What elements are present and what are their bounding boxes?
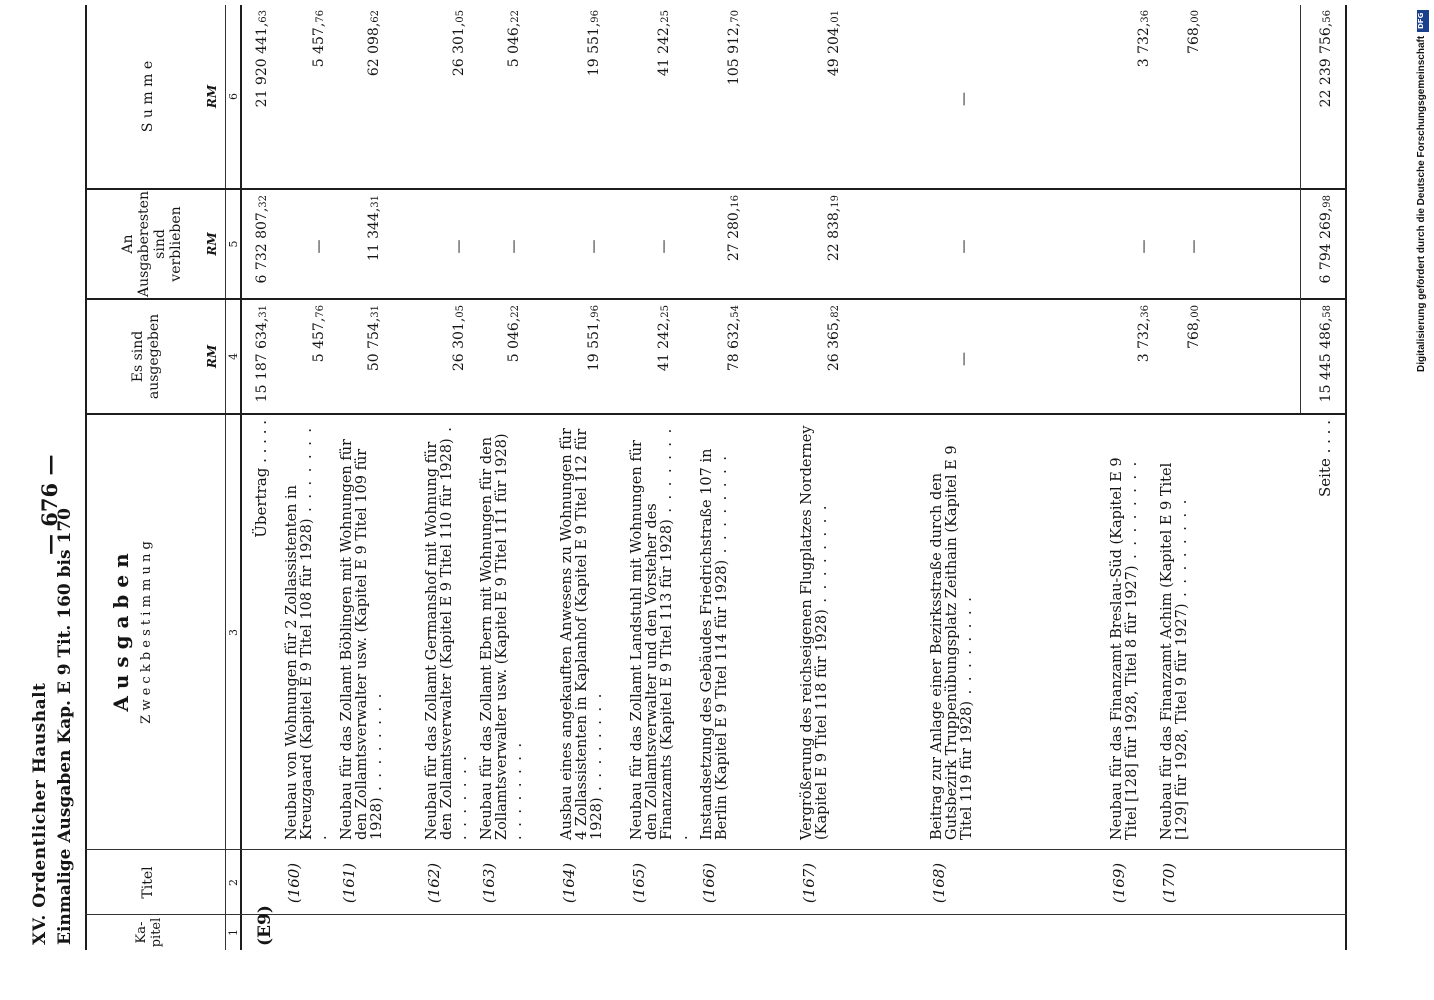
value: 5 046, [506, 22, 522, 68]
cents: 76 [315, 305, 326, 318]
row-description [630, 425, 691, 840]
leader-dots: . . . . . . . . [659, 426, 691, 840]
titel-number: (169) [1110, 862, 1128, 904]
col-number-3: 3 [227, 629, 240, 636]
row-description [930, 425, 976, 840]
leader-dots: . . . . . . . . [714, 454, 731, 560]
col-sep-2 [85, 849, 1347, 850]
cents: 62 [370, 10, 381, 23]
cents: 58 [1322, 305, 1333, 318]
value: 26 301, [451, 317, 467, 372]
row-description [425, 425, 471, 840]
ausgegeben-cell [311, 305, 327, 413]
seite-summe [1318, 10, 1334, 188]
titel-number: (166) [700, 862, 718, 904]
cents: 96 [590, 10, 601, 23]
reste-cell: — [1186, 239, 1202, 254]
reste-cell: — [451, 239, 467, 254]
summe-cell [826, 10, 842, 188]
leader-dots: . . . . . . . . [1124, 459, 1141, 566]
col-header-summe: S u m m e [140, 60, 156, 133]
titel-number: (164) [560, 862, 578, 904]
titel-number: (168) [930, 862, 948, 904]
cents: 00 [1190, 10, 1201, 23]
cents: 36 [1140, 10, 1151, 23]
cents: 16 [730, 195, 741, 208]
cents: 82 [830, 305, 841, 318]
ausgegeben-cell [586, 305, 602, 413]
uebertrag-summe [254, 10, 270, 188]
page-number: — 676 — [37, 454, 62, 555]
cents: 31 [370, 195, 381, 208]
value: 19 551, [586, 317, 602, 372]
reste-cell [366, 195, 382, 298]
dfg-logo [1417, 10, 1429, 32]
value: 5 046, [506, 317, 522, 363]
cents: 36 [1140, 305, 1151, 318]
value: 19 551, [586, 22, 602, 77]
row-description-text: Neubau für das Zollamt Germanshof mit Wohnung für den Zollamtsverwalter (Kapitel E 9 Titel 110 für 1928) [424, 438, 456, 840]
cents: 05 [455, 305, 466, 318]
leader-dots: . . . . . . . . [814, 503, 831, 610]
row-description-text: Neubau für das Finanzamt Achim (Kapitel E 9 Titel [129] für 1928, Titel 9 für 1927) [1159, 462, 1191, 840]
col-sep-3 [85, 413, 1347, 415]
cents: 25 [660, 305, 671, 318]
uebertrag-ausgegeben [254, 305, 270, 413]
cents: 31 [370, 305, 381, 318]
summe-cell [586, 10, 602, 188]
value: 21 920 441, [254, 22, 270, 108]
value: 768, [1186, 22, 1202, 54]
value: 11 344, [366, 207, 382, 262]
row-description-text: Ausbau eines angekauften Anwesens zu Wohnungen für 4 Zollassistenten in Kaplanhof (Kapitel E 9 Titel 112 für 1928) [559, 428, 606, 840]
row-description-text: Neubau für das Zollamt Ebern mit Wohnungen für den Zollamtsverwalter usw. (Kapitel E 9 Titel 111 für 1928) [479, 433, 511, 840]
value: 105 912, [726, 22, 742, 86]
table-top-rule [85, 5, 87, 950]
dfg-logo-text: DFG [1417, 12, 1425, 30]
value: 768, [1186, 317, 1202, 349]
seite-reste [1318, 195, 1334, 298]
row-description [560, 425, 606, 840]
uebertrag-reste [254, 195, 270, 298]
titel-number: (163) [480, 862, 498, 904]
ausgegeben-cell [1186, 305, 1202, 413]
ausgegeben-cell [726, 305, 742, 413]
seite-ausgegeben [1318, 305, 1334, 413]
summe-cell [1136, 10, 1152, 188]
col-header-kapitel: Ka- pitel [134, 917, 164, 948]
reste-cell: — [956, 239, 972, 254]
ausgegeben-cell [451, 305, 467, 413]
kapitel-marker: (E9) [255, 905, 275, 946]
leader-dots: . . . . . . . . [509, 740, 526, 840]
row-description-text: Beitrag zur Anlage einer Bezirksstraße durch den Gutsbezirk Truppenübungsplatz Zeithain (Kapitel E 9 Titel 119 für 1928) [929, 445, 976, 840]
cents: 70 [730, 10, 741, 23]
cents: 22 [510, 305, 521, 318]
value: 62 098, [366, 22, 382, 77]
cents: 96 [590, 305, 601, 318]
reste-cell [726, 195, 742, 298]
cents: 98 [1322, 195, 1333, 208]
value: 26 365, [826, 317, 842, 372]
ausgegeben-cell [506, 305, 522, 413]
cents: 01 [830, 10, 841, 23]
value: 3 732, [1136, 317, 1152, 363]
leader-dots: . . . . . . . . [439, 425, 471, 840]
header-bottom-rule [240, 5, 242, 950]
summe-cell [451, 10, 467, 188]
ausgegeben-cell [1136, 305, 1152, 413]
value: 5 457, [311, 317, 327, 363]
value: 50 754, [366, 317, 382, 372]
header-subtitle: Einmalige Ausgaben Kap. E 9 Tit. 160 bis 170 [55, 508, 75, 945]
col-number-1: 1 [227, 929, 240, 936]
summe-cell [1186, 10, 1202, 188]
cents: 32 [258, 195, 269, 208]
table-bottom-rule [1345, 5, 1347, 950]
digitization-note-block [1412, 0, 1434, 1000]
cents: 56 [1322, 10, 1333, 23]
titel-number: (160) [285, 862, 303, 904]
cents: 22 [510, 10, 521, 23]
summe-cell [366, 10, 382, 188]
summe-cell [311, 10, 327, 188]
header-title: XV. Ordentlicher Haushalt [30, 682, 50, 945]
value: 41 242, [656, 22, 672, 77]
reste-cell: — [1136, 239, 1152, 254]
summe-cell [506, 10, 522, 188]
row-description-text: Vergrößerung des reichseigenen Flugplatzes Norderney (Kapitel E 9 Titel 118 für 1928) [799, 425, 831, 840]
leader-dots: . . . . . . . . [1174, 497, 1191, 604]
value: 41 242, [656, 317, 672, 372]
leader-dots: . . . . . . . . [589, 691, 606, 798]
row-description-text: Neubau für das Finanzamt Breslau-Süd (Kapitel E 9 Titel [128] für 1928, Titel 8 für 1927) [1109, 457, 1141, 840]
value: 15 187 634, [254, 317, 270, 403]
col-number-4: 4 [227, 353, 240, 360]
row-description-text: Instandsetzung des Gebäudes Friedrichstraße 107 in Berlin (Kapitel E 9 Titel 114 für 1928) [699, 448, 731, 840]
row-description [480, 425, 526, 840]
row-description-text: Neubau für das Zollamt Landstuhl mit Wohnungen für den Zollamtsverwalter und den Vorsteher des Finanzamts (Kapitel E 9 Titel 113 für 1928) [629, 440, 676, 840]
value: 6 732 807, [254, 207, 270, 284]
titel-number: (165) [630, 862, 648, 904]
row-description [1110, 425, 1140, 840]
row-description-text: Neubau von Wohnungen für 2 Zollassistenten in Kreuzgaard (Kapitel E 9 Titel 108 für 1928) [284, 484, 316, 840]
value: 3 732, [1136, 22, 1152, 68]
value: 78 632, [726, 317, 742, 372]
ausgegeben-cell [656, 305, 672, 413]
titel-number: (161) [340, 862, 358, 904]
reste-cell: — [656, 239, 672, 254]
row-description [800, 425, 830, 840]
cents: 54 [730, 305, 741, 318]
uebertrag-text: Übertrag [252, 467, 270, 538]
leader-dots: . . . . . . . . [299, 425, 331, 840]
col-header-reste: An Ausgaberesten sind verblieben [120, 191, 185, 297]
reste-cell: — [586, 239, 602, 254]
value: 27 280, [726, 207, 742, 262]
value: 22 239 756, [1318, 22, 1334, 108]
col-header-ausgegeben: Es sind ausgegeben [130, 313, 163, 400]
col-number-5: 5 [227, 240, 240, 248]
value: 49 204, [826, 22, 842, 77]
sum-rule [1300, 5, 1301, 413]
num-row-rule [225, 5, 226, 950]
titel-number: (170) [1160, 862, 1178, 904]
value: 26 301, [451, 22, 467, 77]
row-description-text: Neubau für das Zollamt Böblingen mit Wohnungen für den Zollamtsverwalter usw. (Kapitel E 9 Titel 109 für 1928) [339, 439, 386, 840]
value: 6 794 269, [1318, 207, 1334, 284]
titel-number: (162) [425, 862, 443, 904]
cents: 25 [660, 10, 671, 23]
summe-cell: — [956, 92, 972, 106]
cents: 19 [830, 195, 841, 208]
leader-dots: . . . . . [252, 420, 270, 468]
row-description [340, 425, 386, 840]
cents: 00 [1190, 305, 1201, 318]
titel-number: (167) [800, 862, 818, 904]
seite-label [1316, 420, 1334, 600]
col-header-ausgaben: A u s g a b e n [109, 553, 133, 712]
unit-label-col5: RM [205, 232, 219, 256]
leader-dots: . . . . . . . . [959, 595, 976, 701]
cents: 76 [315, 10, 326, 23]
seite-text: Seite [1316, 458, 1334, 498]
summe-cell [656, 10, 672, 188]
col-sep-4 [85, 298, 1347, 300]
ausgegeben-cell [366, 305, 382, 413]
col-header-titel: Titel [140, 866, 156, 899]
leader-dots: . . . . [1316, 420, 1334, 459]
row-description [700, 425, 730, 840]
row-description [285, 425, 331, 840]
unit-label-col6: RM [205, 84, 219, 109]
col-number-2: 2 [227, 879, 240, 886]
unit-label-col4: RM [205, 344, 219, 369]
leader-dots: . . . . . . . . [369, 691, 386, 798]
col-number-6: 6 [227, 93, 240, 100]
digitization-text: Digitalisierung gefördert durch die Deutsche Forschungsgemeinschaft [1416, 36, 1427, 373]
summe-cell [726, 10, 742, 188]
cents: 63 [258, 10, 269, 23]
reste-cell [826, 195, 842, 298]
reste-cell: — [506, 239, 522, 254]
ausgegeben-cell: — [956, 352, 972, 366]
row-description [1160, 425, 1190, 840]
uebertrag-label [252, 420, 270, 600]
value: 5 457, [311, 22, 327, 68]
cents: 31 [258, 305, 269, 318]
value: 22 838, [826, 207, 842, 262]
cents: 05 [455, 10, 466, 23]
value: 15 445 486, [1318, 317, 1334, 403]
col-header-zweck: Z w e c k b e s t i m m u n g [139, 541, 154, 724]
col-sep-5 [85, 188, 1347, 190]
reste-cell: — [311, 239, 327, 254]
ausgegeben-cell [826, 305, 842, 413]
